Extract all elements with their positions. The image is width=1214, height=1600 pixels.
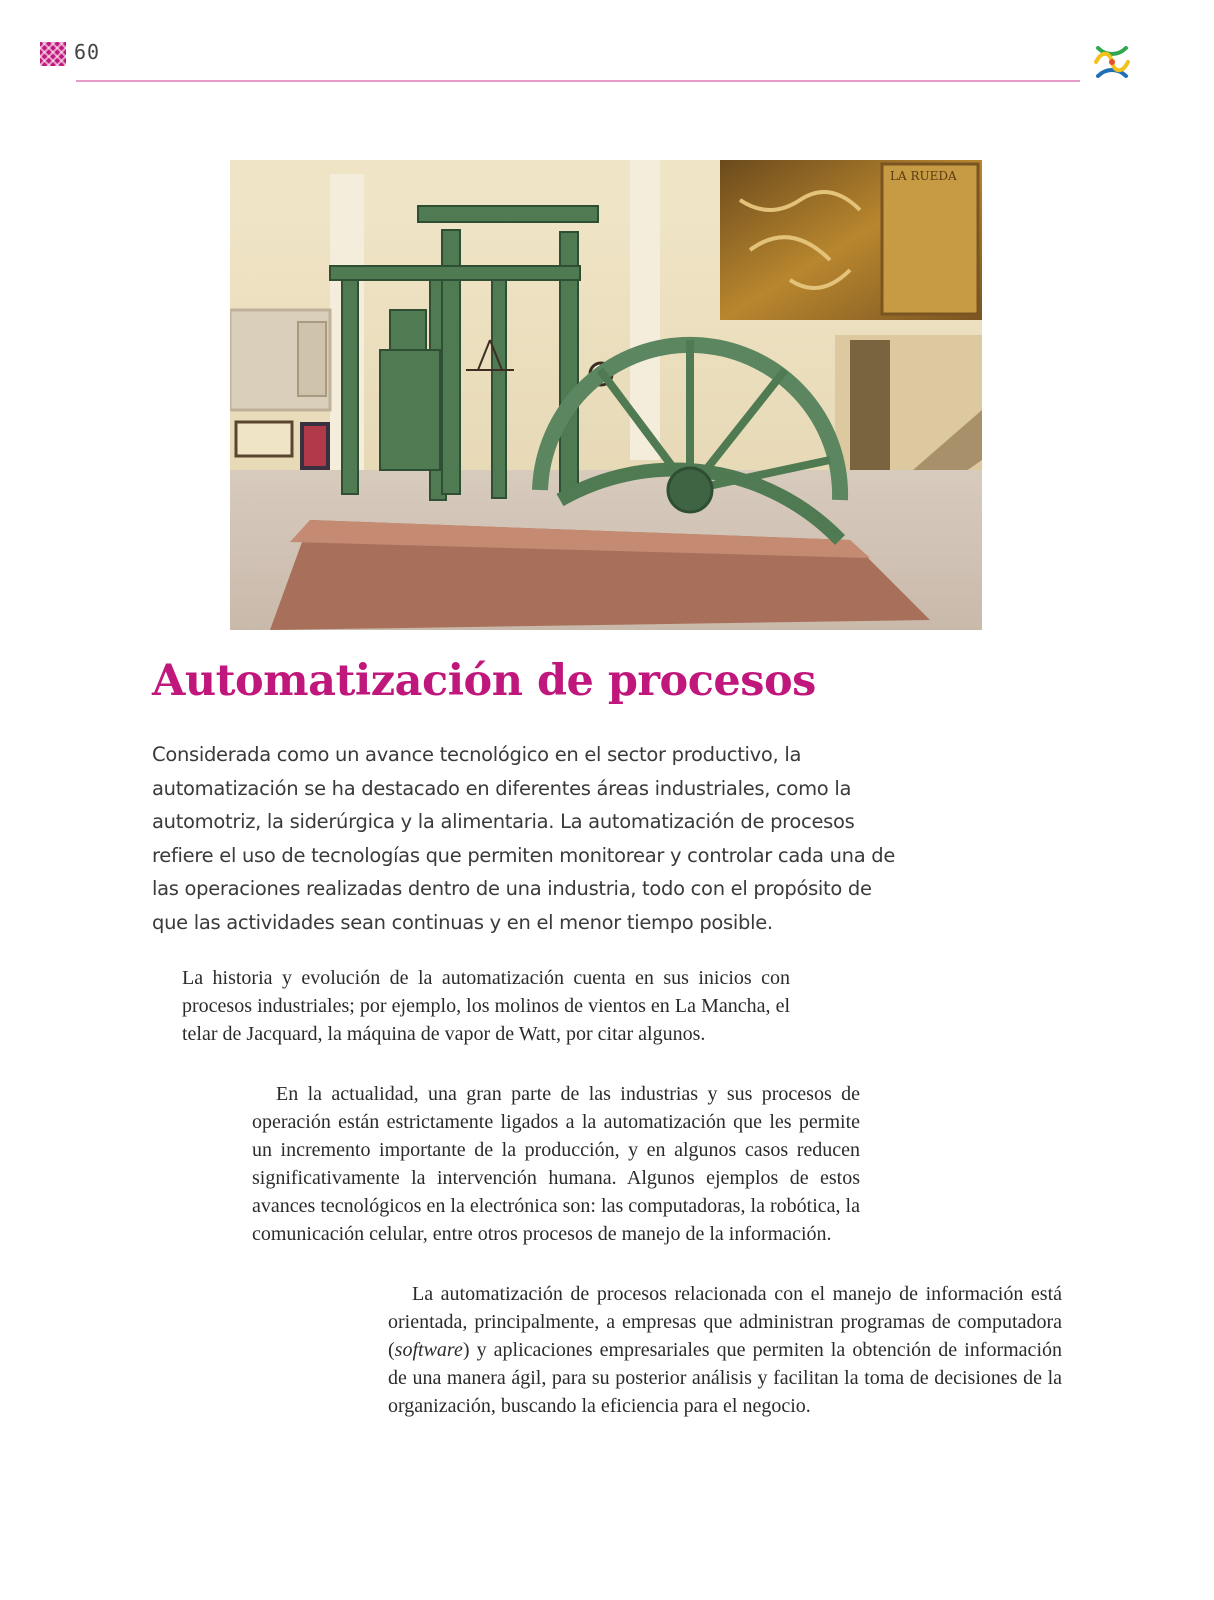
steam-engine-photo: [230, 160, 982, 630]
intro-paragraph: [152, 738, 912, 939]
multicolor-knot-logo-icon: [1088, 38, 1136, 86]
section-title: Automatización de procesos: [152, 656, 816, 706]
body-paragraph-industry: En la actualidad, una gran parte de las industrias y sus procesos de operación están estrictamente ligados a la automatización que les permite un incremento importante de la producción, y en algunos casos reducen significativamente la intervención humana. Algunos ejemplos de estos avances tecnológicos en la electrónica son: las computadoras, la robótica, la comunicación celular, entre otros procesos de manejo de la información.: [252, 1083, 860, 1245]
body-paragraph-information: [388, 1280, 1062, 1420]
software-term: software: [394, 1339, 463, 1361]
page-number: 60: [74, 40, 101, 64]
paragraph-text-start: La automatización de procesos relacionada con el manejo de información está orientada, principalmente, a empresas que administran programas de computadora (: [388, 1283, 1062, 1361]
mural-text: LA RUEDA: [890, 169, 957, 183]
body-paragraph-history: La historia y evolución de la automatización cuenta en sus inicios con procesos industriales; por ejemplo, los molinos de vientos en La Mancha, el telar de Jacquard, la máquina de vapor de Watt, por citar algunos.: [182, 967, 790, 1045]
header-rule: [76, 80, 1080, 82]
intro-text: Considerada como un avance tecnológico en el sector productivo, la automatización se ha destacado en diferentes áreas industriales, como la automotriz, la siderúrgica y la alimentaria. La automatización de procesos refiere el uso de tecnologías que permiten monitorear y controlar cada una de las operaciones realizadas dentro de una industria, todo con el propósito de que las actividades sean continuas y en el menor tiempo posible.: [152, 743, 896, 934]
paragraph-text-end: ) y aplicaciones empresariales que permiten la obtención de información de una manera ágil, para su posterior análisis y facilitan la toma de decisiones de la organización, buscando la eficiencia para el negocio.: [388, 1339, 1062, 1417]
header-ornament-icon: [40, 42, 66, 66]
